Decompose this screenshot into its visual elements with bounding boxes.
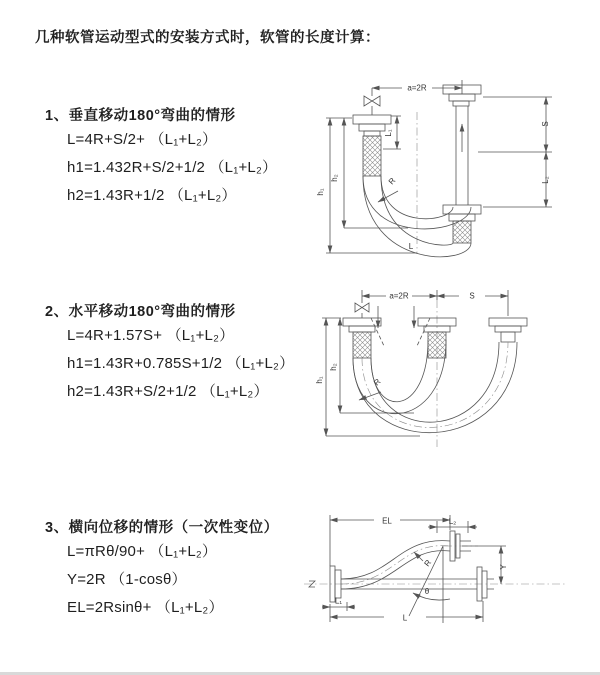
dim-label-el: EL: [382, 516, 392, 526]
d2-linework: [322, 290, 527, 447]
flange: [343, 318, 381, 326]
page-title: 几种软管运动型式的安装方式时，软管的长度计算：: [35, 30, 380, 46]
formula-line: Y=2R （1-cosθ）: [67, 571, 187, 588]
formula-line: h1=1.432R+S/2+1/2 （L₁+L₂）: [67, 159, 278, 176]
flange: [489, 318, 527, 326]
braided-hose-section: [453, 221, 471, 243]
dim-label-l1: L₁: [384, 129, 393, 137]
valve-icon: [355, 303, 369, 312]
flange: [353, 115, 391, 124]
section-2-heading: 2、水平移动180°弯曲的情形: [45, 304, 236, 320]
dim-label-h1: h₁: [315, 376, 324, 384]
dim-label-h2: h₂: [329, 363, 338, 371]
braided-hose-section: [353, 332, 371, 358]
formula-line: h2=1.43R+S/2+1/2 （L₁+L₂）: [67, 383, 269, 400]
section-horizontal: [45, 302, 294, 406]
dim-label-h1: h₁: [316, 188, 325, 196]
braided-hose-section: [363, 136, 381, 176]
radius-leader-arrow: [414, 552, 423, 561]
radius-label: R: [422, 558, 434, 569]
dim-label-a2r: a=2R: [407, 83, 427, 93]
formula-line: L=4R+S/2+ （L₁+L₂）: [67, 131, 218, 148]
flange: [443, 205, 481, 214]
d1-linework: [326, 80, 552, 257]
angle-construction-lines: [409, 546, 443, 623]
d3-linework: [304, 515, 566, 623]
braided-hose-section: [428, 332, 446, 358]
hose-curve: [341, 551, 450, 589]
formula-line: EL=2Rsinθ+ （L₁+L₂）: [67, 599, 224, 616]
radius-leader-arrow: [378, 191, 398, 202]
dim-label-l1: L₁: [334, 596, 343, 606]
diagram-vertical-180-bend: [312, 72, 588, 258]
dim-label-s: S: [541, 121, 550, 127]
formula-line: h2=1.43R+1/2 （L₁+L₂）: [67, 187, 237, 204]
dim-label-s: S: [469, 291, 475, 301]
section-1-heading: 1、垂直移动180°弯曲的情形: [45, 108, 236, 124]
dim-label-a2r: a=2R: [389, 291, 409, 301]
radius-label: R: [386, 176, 398, 187]
section-lateral: [45, 518, 279, 622]
length-label: L: [402, 613, 408, 623]
formula-line: h1=1.43R+0.785S+1/2 （L₁+L₂）: [67, 355, 295, 372]
section-3-heading: 3、横向位移的情形（一次性变位）: [45, 520, 279, 536]
length-label: L: [408, 242, 414, 251]
dim-label-y: Y: [499, 564, 508, 570]
valve-icon: [364, 96, 380, 106]
dim-label-l2: L₂: [448, 517, 457, 526]
formula-line: L=4R+1.57S+ （L₁+L₂）: [67, 327, 235, 344]
angle-label-theta: θ: [424, 587, 430, 596]
diagram-lateral-displacement: [300, 505, 600, 651]
dim-label-h2: h₂: [330, 174, 339, 182]
radius-label: R: [372, 376, 383, 388]
section-vertical: [45, 106, 277, 210]
formula-line: L=πRθ/90+ （L₁+L₂）: [67, 543, 218, 560]
dim-label-l2: L₂: [541, 176, 550, 184]
hose-curve: [341, 541, 450, 579]
diagram-horizontal-180-bend: [312, 286, 590, 450]
